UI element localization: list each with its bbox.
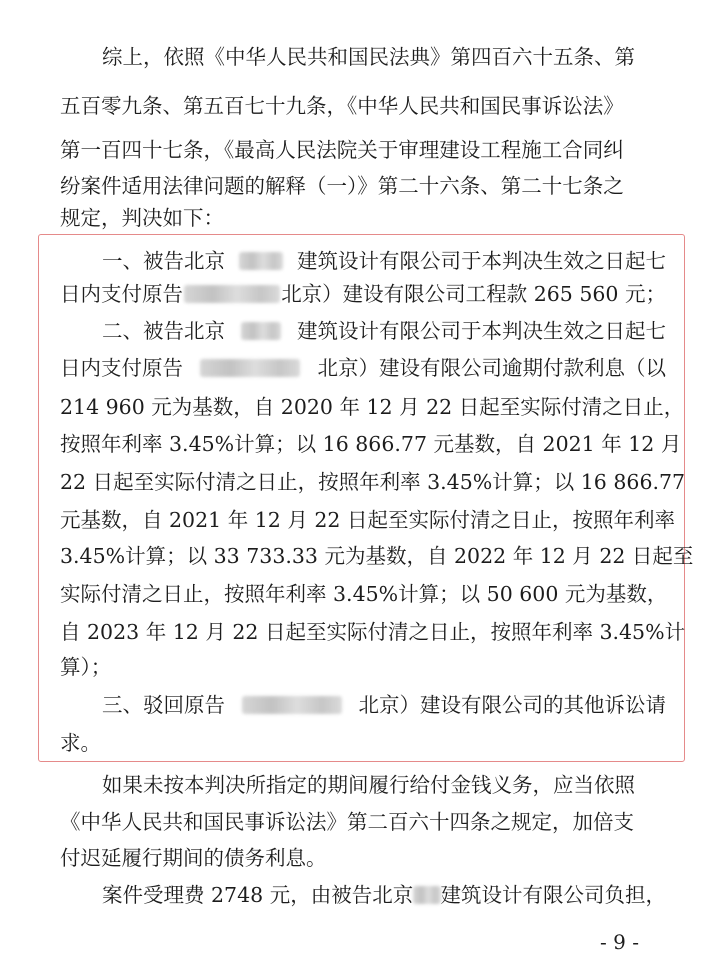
- judgment-text: 日内支付原告: [60, 282, 183, 306]
- judgment-text: 三、驳回原告: [102, 693, 225, 717]
- page-number: - 9 -: [600, 930, 639, 954]
- judgment-item-1-line-1: [102, 246, 666, 276]
- intro-line-4: [60, 171, 666, 201]
- judgment-text: 求。: [60, 731, 101, 755]
- judgment-text: 按照年利率 3.45%计算；以 16 866.77 元基数，自 2021 年 12 月: [60, 432, 682, 456]
- redacted-name: [200, 359, 300, 377]
- judgment-highlight-box: [38, 234, 685, 762]
- judgment-item-2-line-3: [60, 392, 685, 422]
- enforcement-text: 付迟延履行期间的债务利息。: [60, 846, 327, 870]
- judgment-item-2-line-7: [60, 541, 694, 571]
- judgment-item-3-line-2: [60, 728, 666, 758]
- judgment-text: 实际付清之日止，按照年利率 3.45%计算；以 50 600 元为基数，: [60, 582, 668, 606]
- judgment-item-1-line-2: [60, 279, 666, 309]
- judgment-text: 214 960 元为基数，自 2020 年 12 月 22 日起至实际付清之日止，: [60, 395, 685, 419]
- redacted-name: [413, 886, 440, 904]
- judgment-text: 一、被告北京: [102, 249, 225, 273]
- judgment-text: 自 2023 年 12 月 22 日起至实际付清之日止，按照年利率 3.45%计: [60, 620, 686, 644]
- enforcement-line-2: [60, 807, 666, 837]
- enforcement-text: 如果未按本判决所指定的期间履行给付金钱义务，应当依照: [102, 773, 635, 797]
- judgment-item-2-line-2: [60, 353, 666, 383]
- judgment-text: 建筑设计有限公司于本判决生效之日起七: [297, 319, 666, 343]
- intro-text: 综上，依照《中华人民共和国民法典》第四百六十五条、第: [102, 45, 635, 69]
- judgment-item-2-line-9: [60, 617, 686, 647]
- judgment-item-2-line-10: [60, 652, 666, 682]
- redacted-name: [241, 322, 281, 340]
- judgment-text: 日内支付原告: [60, 356, 183, 380]
- enforcement-line-3: [60, 843, 666, 873]
- intro-line-5: [60, 203, 666, 233]
- intro-text: 规定，判决如下：: [60, 206, 224, 230]
- intro-text: 第一百四十七条，《最高人民法院关于审理建设工程施工合同纠: [60, 138, 624, 162]
- fee-text: 案件受理费 2748 元，由被告北京: [102, 883, 414, 907]
- enforcement-line-1: [102, 770, 666, 800]
- judgment-text: 22 日起至实际付清之日止，按照年利率 3.45%计算；以 16 866.77: [60, 470, 686, 494]
- enforcement-text: 《中华人民共和国民事诉讼法》第二百六十四条之规定，加倍支: [60, 810, 634, 834]
- judgment-text: 二、被告北京: [102, 319, 225, 343]
- intro-line-1: [102, 42, 666, 72]
- redacted-name: [239, 252, 283, 270]
- redacted-name: [184, 285, 280, 303]
- judgment-text: 3.45%计算；以 33 733.33 元为基数，自 2022 年 12 月 22 日起至: [60, 544, 694, 568]
- judgment-item-2-line-5: [60, 467, 686, 497]
- judgment-item-3-line-1: [102, 690, 666, 720]
- judgment-text: 北京）建设有限公司逾期付款利息（以: [317, 356, 666, 380]
- judgment-text: 算）；: [60, 655, 112, 679]
- judgment-text: 北京）建设有限公司工程款 265 560 元；: [281, 282, 666, 306]
- judgment-item-2-line-8: [60, 579, 666, 609]
- judgment-item-2-line-4: [60, 429, 682, 459]
- intro-text: 纷案件适用法律问题的解释（一）》第二十六条、第二十七条之: [60, 174, 624, 198]
- intro-text: 五百零九条、第五百七十九条，《中华人民共和国民事诉讼法》: [60, 94, 624, 118]
- judgment-text: 建筑设计有限公司于本判决生效之日起七: [297, 249, 666, 273]
- judgment-item-2-line-6: [60, 505, 675, 535]
- redacted-name: [242, 696, 342, 714]
- judgment-text: 元基数，自 2021 年 12 月 22 日起至实际付清之日止，按照年利率: [60, 508, 675, 532]
- intro-line-2: [60, 91, 666, 121]
- fee-text: 建筑设计有限公司负担，: [440, 883, 666, 907]
- judgment-text: 北京）建设有限公司的其他诉讼请: [358, 693, 666, 717]
- intro-line-3: [60, 135, 666, 165]
- fee-line-1: [102, 880, 666, 910]
- judgment-item-2-line-1: [102, 316, 666, 346]
